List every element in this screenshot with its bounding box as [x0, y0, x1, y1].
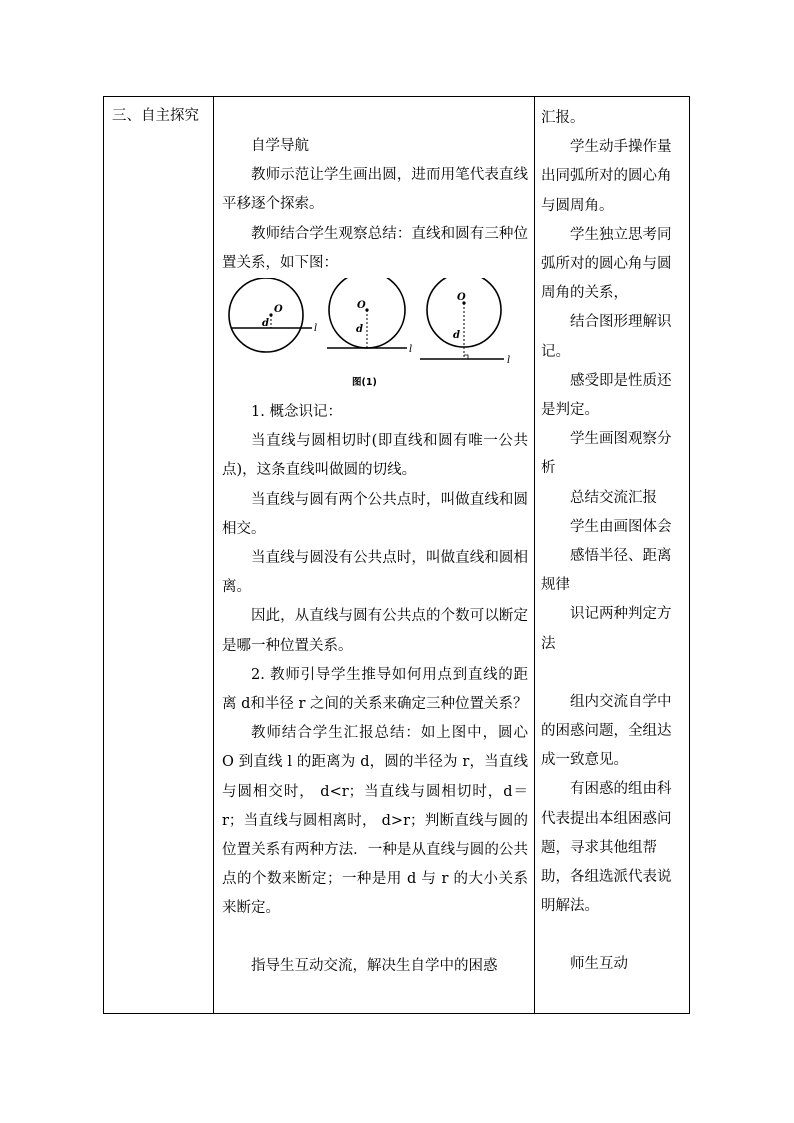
right-memorize: 结合图形理解识记。 — [541, 314, 672, 360]
figure-svg — [224, 278, 524, 398]
right-teacher-student: 师生互动 — [570, 956, 628, 973]
right-observe: 学生画图观察分析 — [541, 431, 672, 477]
figure-caption: 图(1) — [352, 377, 377, 389]
right-rep: 有困惑的组由科代表提出本组困惑问题，寻求其他组帮助，各组选派代表说明解法。 — [541, 781, 672, 915]
paragraph-interaction: 指导生互动交流，解决生自学中的困惑 — [251, 957, 498, 974]
right-report: 汇报。 — [541, 110, 585, 126]
right-summary: 总结交流汇报 — [570, 489, 657, 506]
paragraph-concept: 1. 概念识记： — [251, 404, 342, 421]
paragraph-separate: 当直线与圆没有公共点时，叫做直线和圆相离。 — [222, 550, 528, 596]
student-activity-column — [541, 104, 683, 980]
label-d-3: d — [453, 330, 460, 342]
label-l-2: l — [409, 344, 413, 356]
spacer — [541, 921, 683, 950]
circle-tangent — [329, 278, 405, 348]
right-group: 组内交流自学中的困惑问题，全组达成一致意见。 — [541, 693, 672, 769]
paragraph-intersect: 当直线与圆有两个公共点时，叫做直线和圆相交。 — [222, 491, 528, 537]
right-methods: 识记两种判定方法 — [541, 606, 672, 652]
label-o-2: O — [357, 300, 366, 312]
label-d-2: d — [356, 324, 363, 336]
circle-intersect — [229, 278, 303, 352]
spacer — [222, 104, 528, 132]
figure-circle-line-relations — [222, 278, 528, 398]
heading-self-study: 自学导航 — [251, 138, 309, 154]
paragraph-summary: 教师结合学生观察总结：直线和圆有三种位置关系，如下图： — [222, 225, 528, 271]
right-radius: 感悟半径、距离规律 — [541, 548, 672, 594]
label-l-1: l — [314, 323, 318, 335]
label-o-3: O — [457, 292, 466, 304]
right-draw: 学生由画图体会 — [570, 518, 672, 535]
right-feel: 感受即是性质还是判定。 — [541, 372, 672, 419]
section-title: 三、自主探究 — [112, 108, 199, 124]
label-o-1: O — [274, 304, 283, 316]
paragraph-guide: 2. 教师引导学生推导如何用点到直线的距离 d和半径 r 之间的关系来确定三种位置关系？ — [222, 666, 528, 713]
paragraph-conclusion: 教师结合学生汇报总结：如上图中，圆心 O 到直线 l 的距离为 d，圆的半径为 r，当直线与圆相交时， d<r；当直线与圆相切时，d＝r；当直线与圆相离时， d>r；判断直线与圆的位置关系有两种方法．一种是从直线与圆的公共点的个数来断定；一种是用 d 与 r 的大小关系来断定。 — [222, 725, 528, 917]
spacer — [222, 924, 528, 952]
column-divider-1 — [213, 97, 214, 1013]
label-d-1: d — [262, 318, 269, 330]
paragraph-therefore: 因此，从直线与圆有公共点的个数可以断定是哪一种位置关系。 — [222, 608, 528, 654]
right-think: 学生独立思考同弧所对的圆心角与圆周角的关系， — [541, 226, 672, 302]
center-dot-2 — [365, 308, 368, 311]
paragraph-demo: 教师示范让学生画出圆，进而用笔代表直线平移逐个探索。 — [222, 167, 528, 213]
paragraph-tangent: 当直线与圆相切时(即直线和圆有唯一公共点)，这条直线叫做圆的切线。 — [222, 433, 528, 479]
center-dot-1 — [269, 313, 272, 316]
teacher-activity-column — [222, 104, 528, 981]
spacer — [541, 659, 683, 688]
section-column — [112, 104, 212, 128]
column-divider-2 — [534, 97, 535, 1013]
right-measure: 学生动手操作量出同弧所对的圆心角与圆周角。 — [541, 139, 672, 214]
label-l-3: l — [507, 355, 511, 367]
